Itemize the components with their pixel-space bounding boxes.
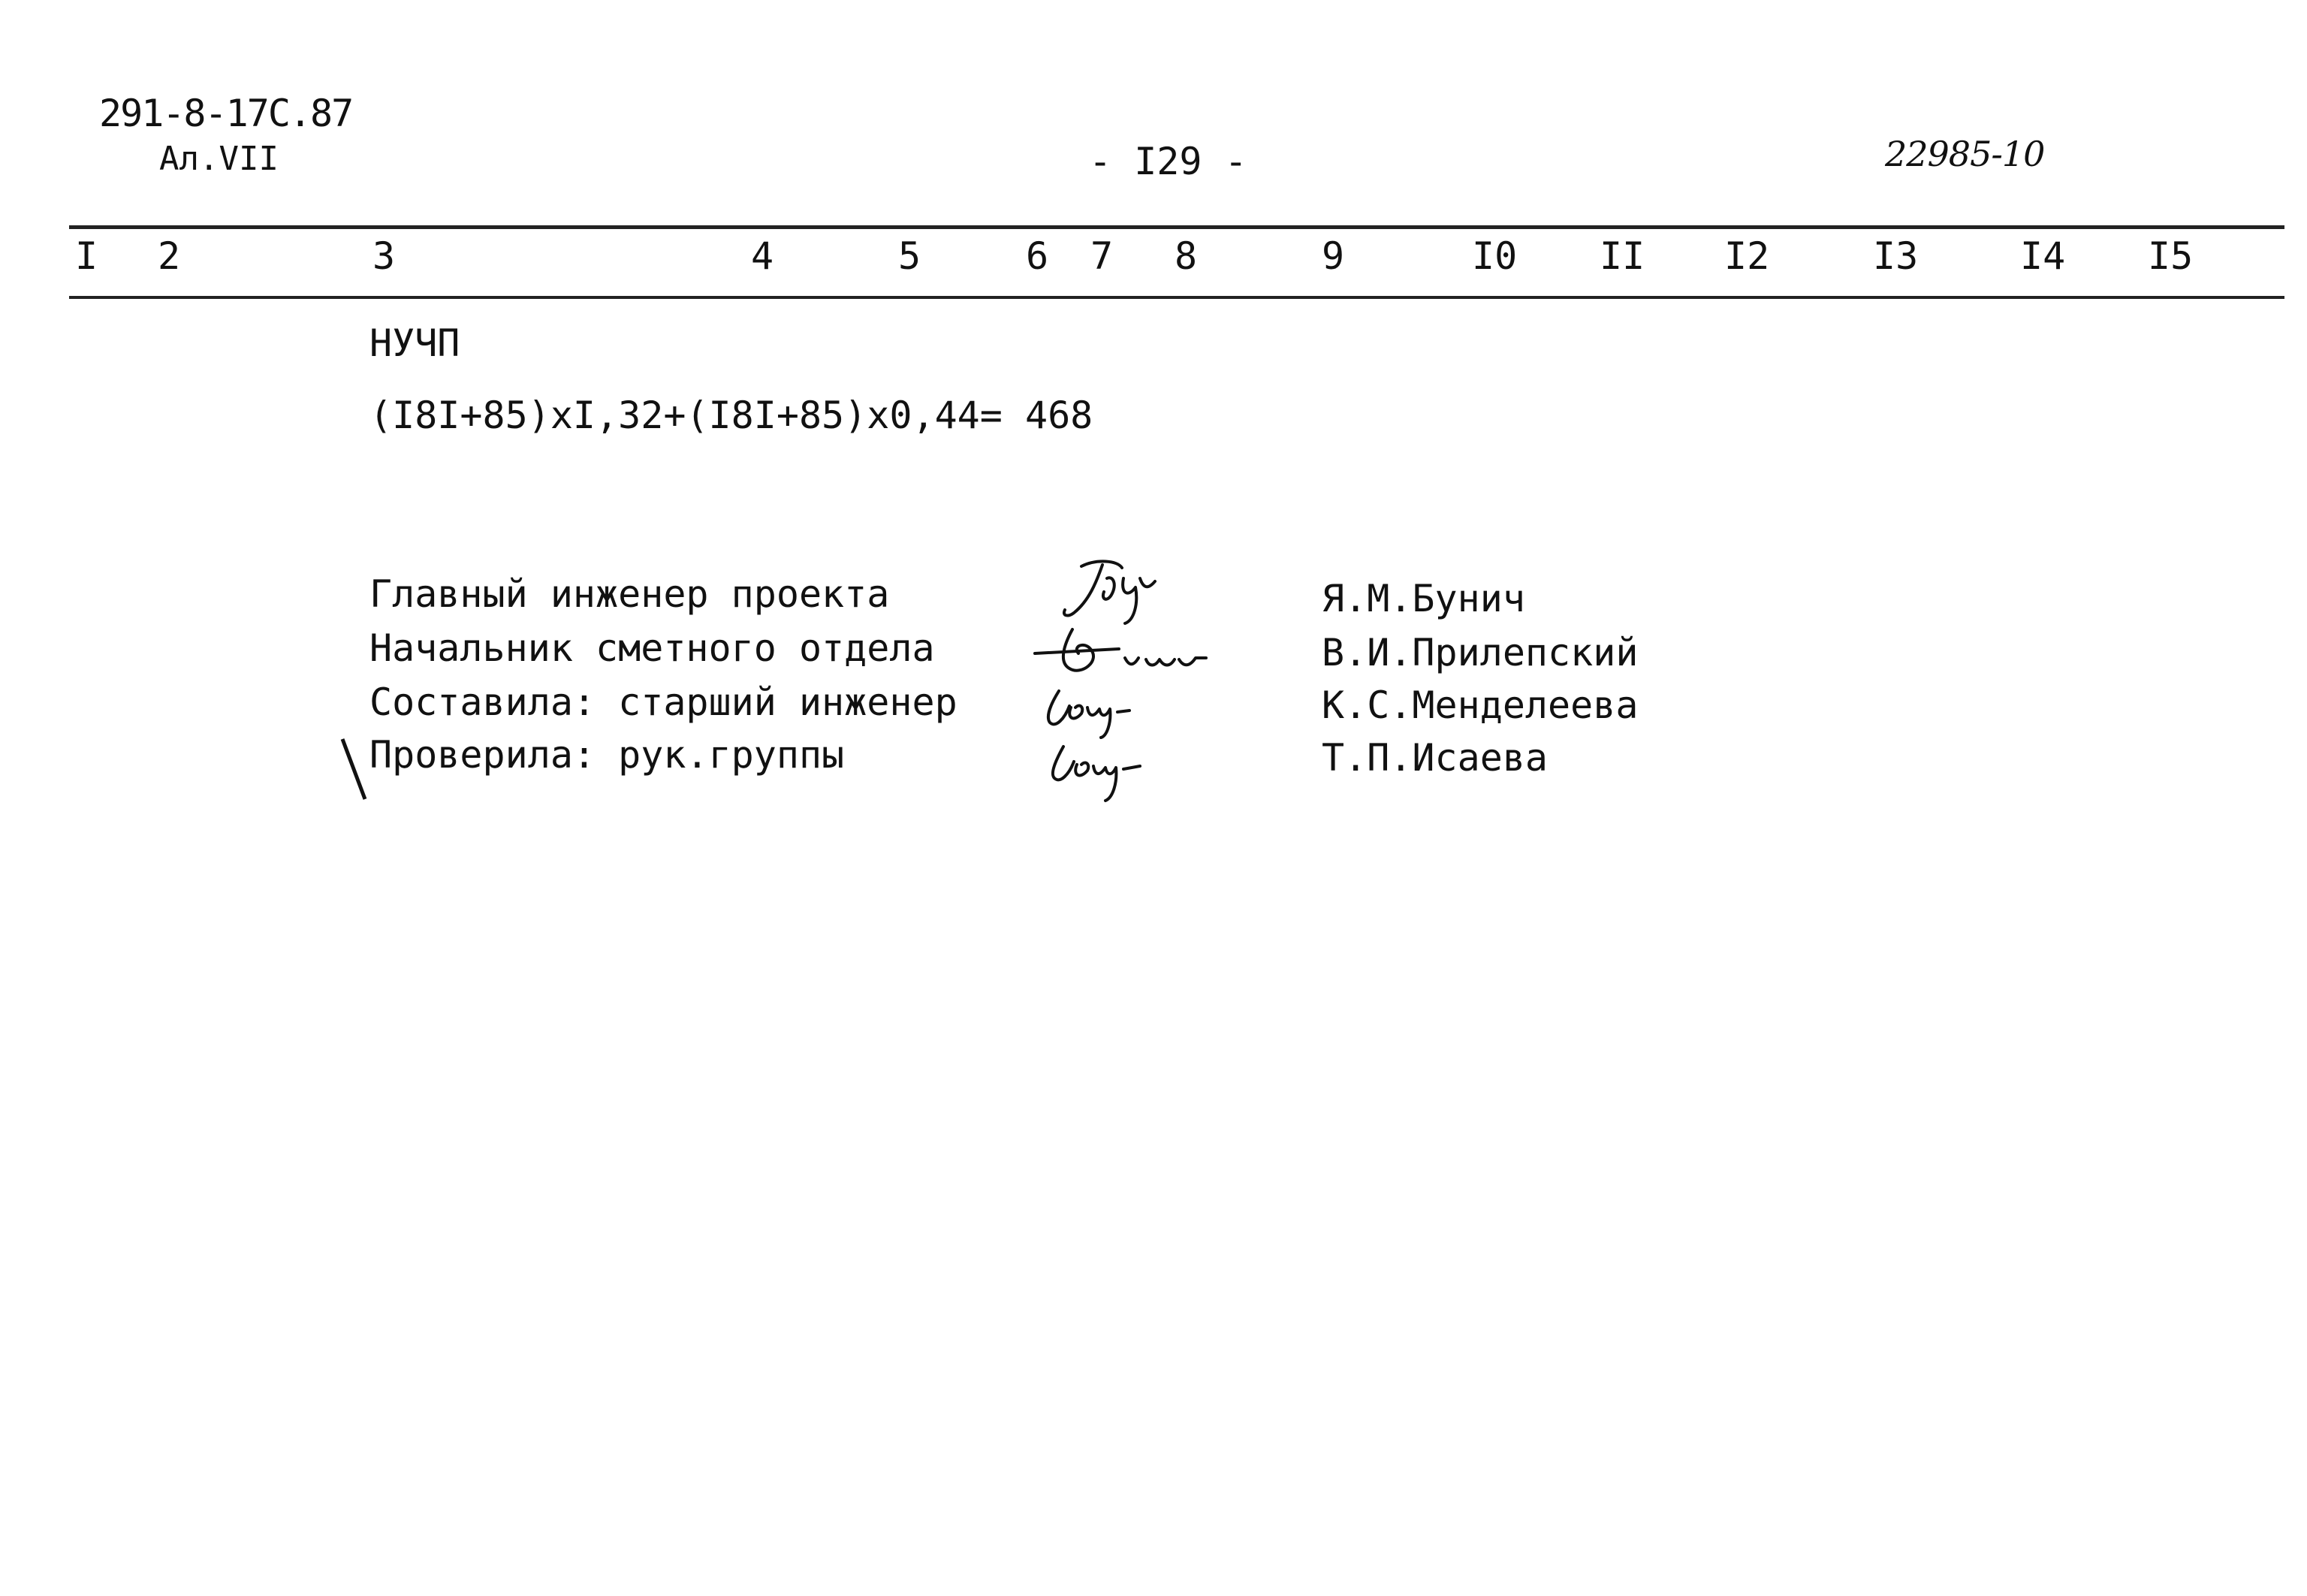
column-header: 6: [1026, 234, 1049, 278]
column-header: I: [75, 234, 98, 278]
signatory-name: Т.П.Исаева: [1322, 736, 1549, 780]
table-header-bottom-rule: [69, 296, 2284, 299]
signatory-title: Главный инженер проекта: [369, 572, 890, 616]
calculation-formula: (I8I+85)хI,32+(I8I+85)х0,44= 468: [369, 394, 1093, 437]
column-header: 8: [1175, 234, 1198, 278]
column-header: I4: [2020, 234, 2066, 278]
handwritten-signatures: [1029, 548, 1299, 811]
signatory-name: К.С.Менделеева: [1322, 683, 1639, 727]
column-header: 9: [1322, 234, 1345, 278]
page-number: - I29 -: [1089, 140, 1247, 183]
column-header: 2: [158, 234, 181, 278]
registration-number: 22985-10: [1885, 134, 2045, 174]
column-header: I3: [1873, 234, 1919, 278]
signatory-title: Проверила: рук.группы: [369, 733, 845, 777]
signatory-name: В.И.Прилепский: [1322, 631, 1639, 674]
column-header: II: [1600, 234, 1645, 278]
album-number: Ал.VII: [159, 140, 279, 178]
column-header: 4: [751, 234, 774, 278]
column-header: 5: [898, 234, 921, 278]
signatory-name: Я.М.Бунич: [1322, 577, 1525, 620]
signatory-title: Начальник сметного отдела: [369, 626, 935, 670]
document-code: 291-8-17С.87: [99, 92, 353, 135]
column-header: I2: [1724, 234, 1770, 278]
table-top-rule: [69, 225, 2284, 229]
section-heading: НУЧП: [369, 321, 460, 365]
column-header: I5: [2148, 234, 2194, 278]
column-header: 7: [1090, 234, 1114, 278]
column-header: 3: [372, 234, 396, 278]
signatory-title: Составила: старший инженер: [369, 680, 957, 724]
check-mark-slash: [339, 736, 369, 804]
column-header: I0: [1472, 234, 1518, 278]
